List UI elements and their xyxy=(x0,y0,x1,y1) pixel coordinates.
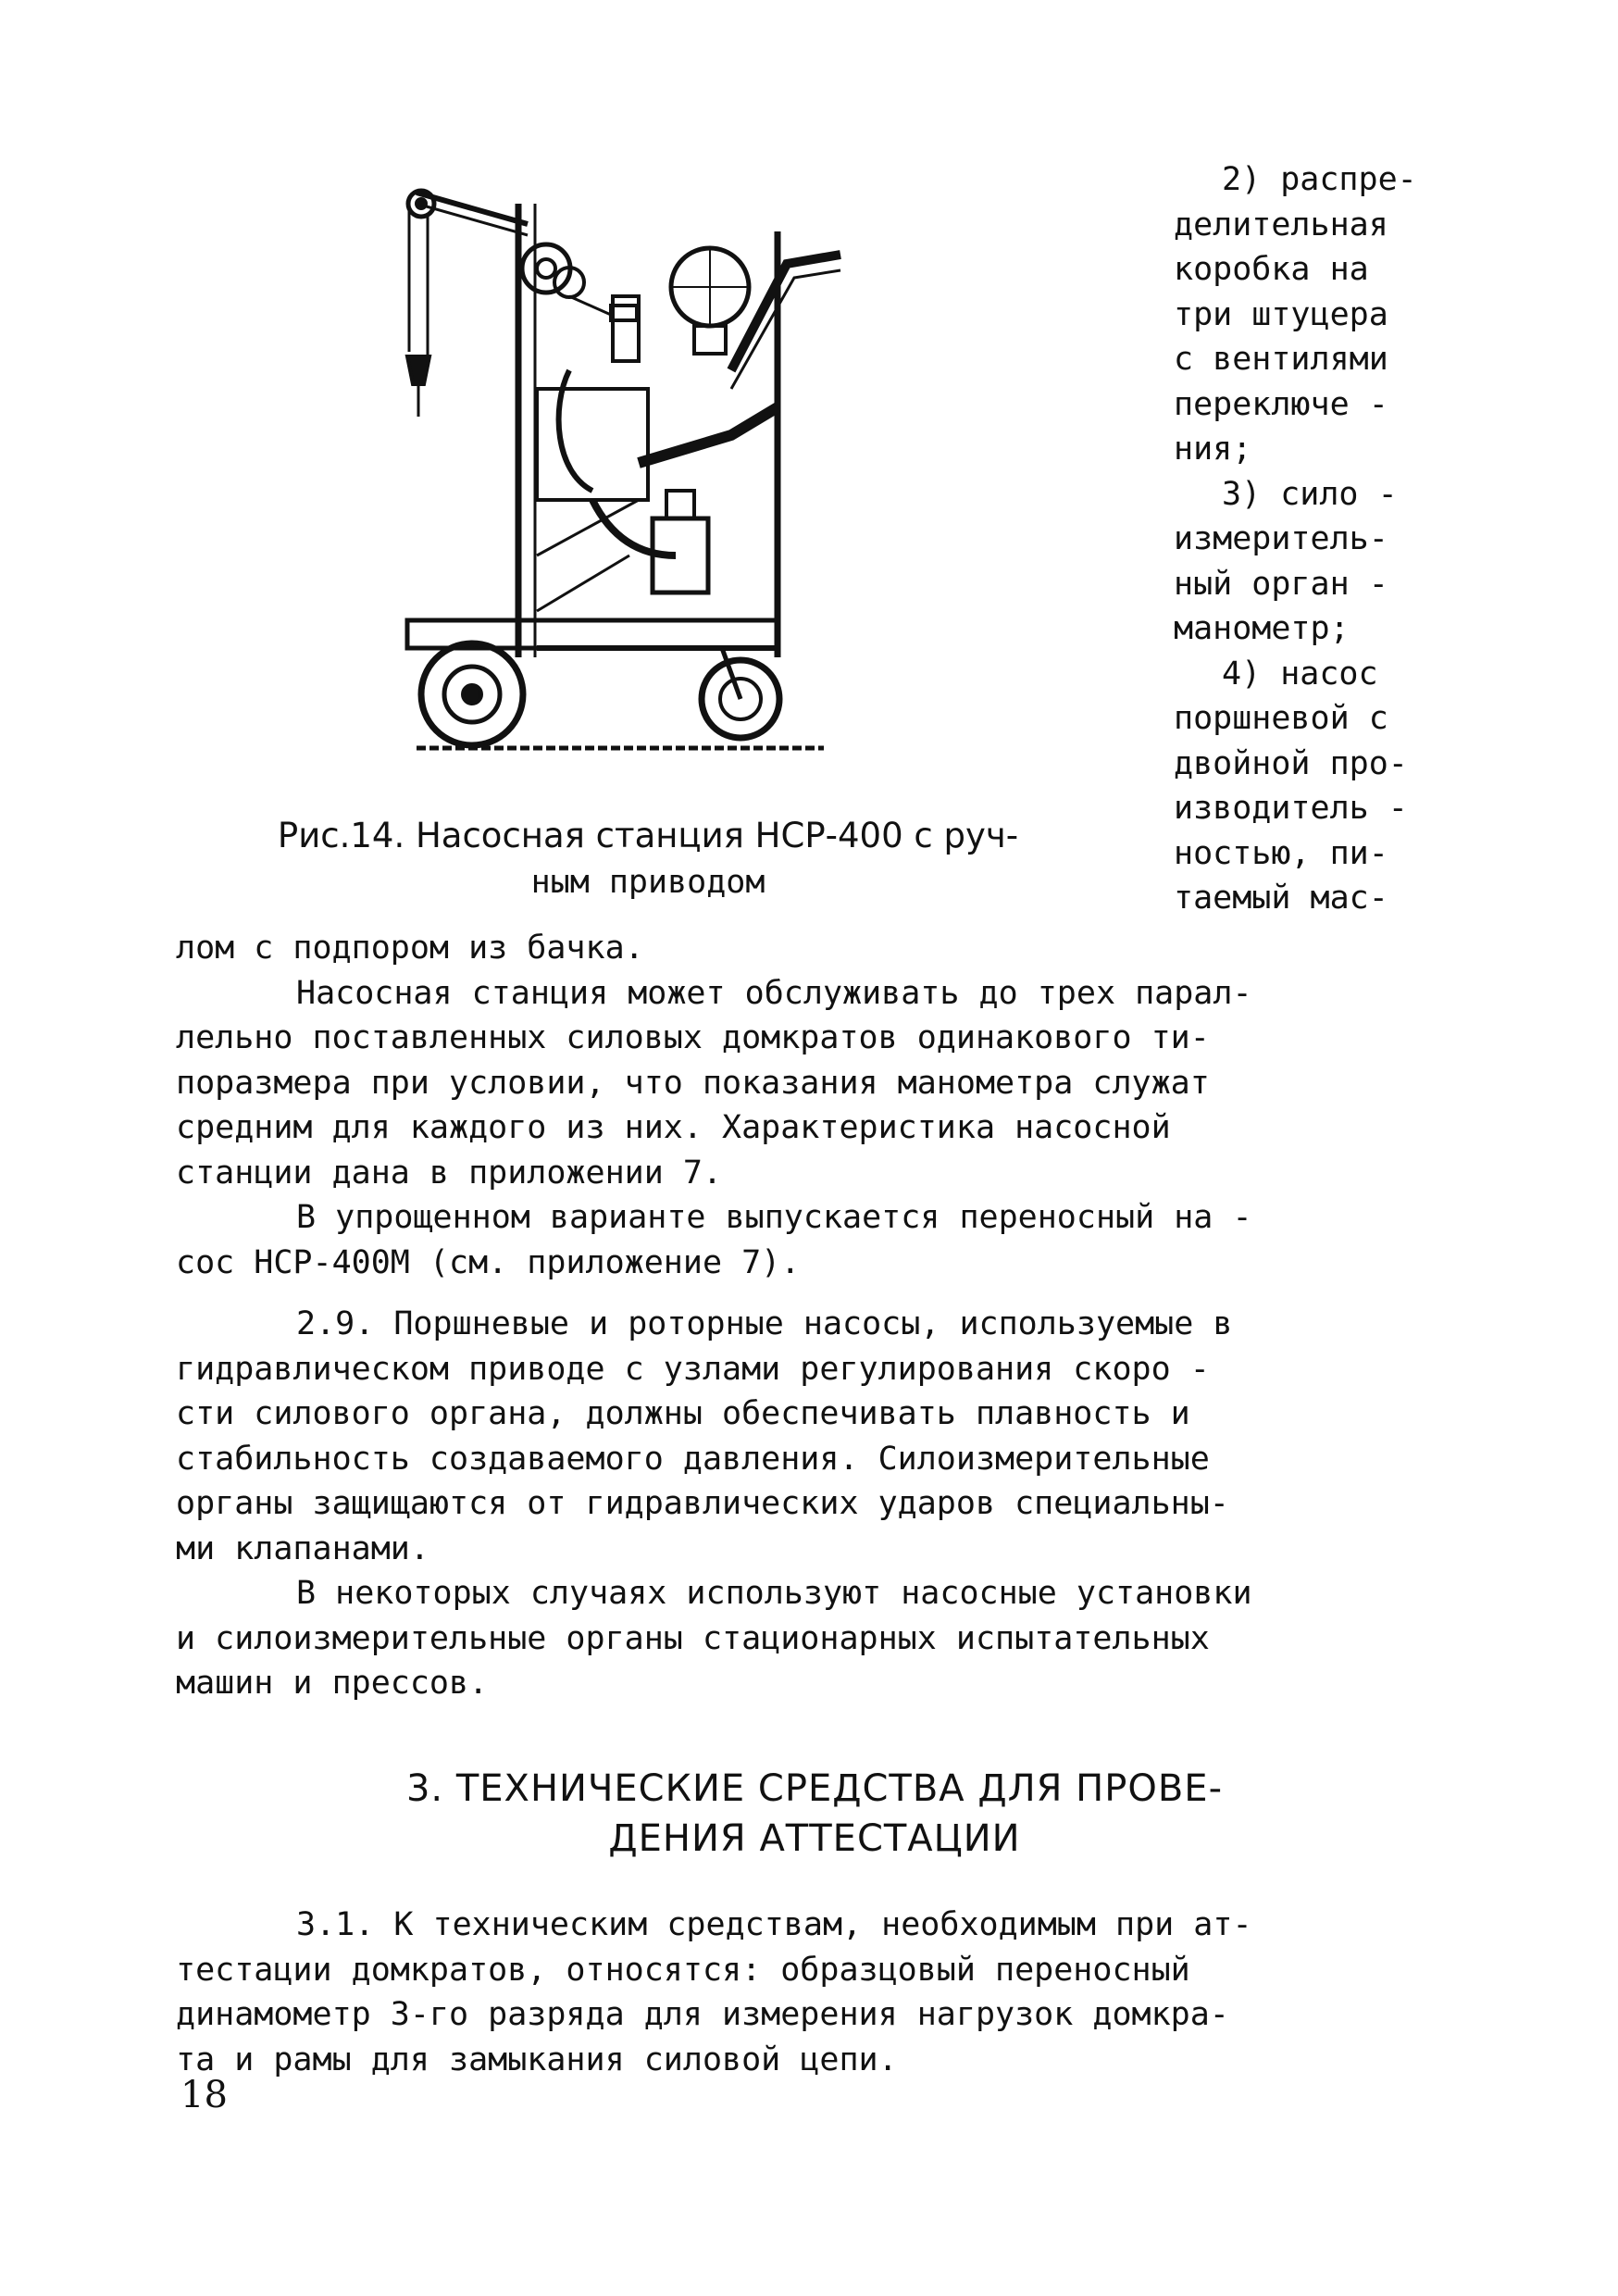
text-line: три штуцера xyxy=(1174,295,1388,333)
text-line: и силоизмерительные органы стационарных испытательных xyxy=(176,1619,1210,1657)
body-text xyxy=(176,926,1453,1706)
text-line: 2) распре- xyxy=(1222,161,1417,198)
text-line: поршневой с xyxy=(1174,700,1388,737)
text-line: станции дана в приложении 7. xyxy=(176,1154,723,1192)
text-line: с вентилями xyxy=(1174,341,1388,378)
page-number: 18 xyxy=(180,2074,228,2116)
text-line: 2.9. Поршневые и роторные насосы, используемые в xyxy=(296,1305,1233,1342)
text-line: коробка на xyxy=(1174,251,1369,288)
text-line: сти силового органа, должны обеспечивать плавность и xyxy=(176,1395,1190,1432)
text-line: ния; xyxy=(1174,430,1252,468)
text-line: делительная xyxy=(1174,206,1388,243)
text-line: измеритель- xyxy=(1174,520,1388,557)
text-line: тестации домкратов, относятся: образцовый переносный xyxy=(176,1951,1190,1989)
text-line: В упрощенном варианте выпускается переносный на - xyxy=(296,1199,1252,1236)
text-line: таемый мас- xyxy=(1174,880,1388,917)
figure-caption xyxy=(171,813,1125,905)
section-body-text xyxy=(176,1903,1453,2082)
pump-station-illustration xyxy=(398,167,842,759)
text-line: лом с подпором из бачка. xyxy=(176,930,644,967)
text-line: ностью, пи- xyxy=(1174,834,1388,872)
text-line: ми клапанами. xyxy=(176,1529,429,1567)
text-line: динамометр 3-го разряда для измерения нагрузок домкра- xyxy=(176,1996,1229,2033)
text-line: 3.1. К техническим средствам, необходимым при ат- xyxy=(296,1906,1252,1943)
text-line: ный орган - xyxy=(1174,565,1388,603)
text-line: 4) насос xyxy=(1222,655,1378,693)
text-line: та и рамы для замыкания силовой цепи. xyxy=(176,2040,898,2078)
text-line: переключе - xyxy=(1174,385,1388,423)
heading-line: ДЕНИЯ АТТЕСТАЦИИ xyxy=(608,1817,1021,1860)
text-line: манометр; xyxy=(1174,610,1350,647)
text-line: органы защищаются от гидравлических ударов специальны- xyxy=(176,1485,1229,1522)
text-line: поразмера при условии, что показания манометра служат xyxy=(176,1064,1210,1102)
text-line: гидравлическом приводе с узлами регулирования скоро - xyxy=(176,1350,1210,1388)
caption-line: ным приводом xyxy=(530,864,765,901)
text-line: лельно поставленных силовых домкратов одинакового ти- xyxy=(176,1019,1210,1056)
text-line: изводитель - xyxy=(1174,790,1408,827)
text-line: машин и прессов. xyxy=(176,1665,489,1702)
text-line: двойной про- xyxy=(1174,744,1408,782)
text-line: стабильность создаваемого давления. Силоизмерительные xyxy=(176,1440,1210,1478)
caption-line: Рис.14. Насосная станция НСР-400 с руч- xyxy=(277,816,1019,855)
text-line: средним для каждого из них. Характеристика насосной xyxy=(176,1109,1171,1146)
heading-line: 3. ТЕХНИЧЕСКИЕ СРЕДСТВА ДЛЯ ПРОВЕ- xyxy=(405,1767,1224,1810)
text-line: 3) сило - xyxy=(1222,475,1398,513)
side-column-text xyxy=(1174,157,1451,921)
text-line: сос НСР-400М (см. приложение 7). xyxy=(176,1243,801,1281)
text-line: Насосная станция может обслуживать до трех парал- xyxy=(296,974,1252,1012)
section-heading xyxy=(176,1764,1453,1864)
text-line: В некоторых случаях используют насосные установки xyxy=(296,1575,1252,1612)
